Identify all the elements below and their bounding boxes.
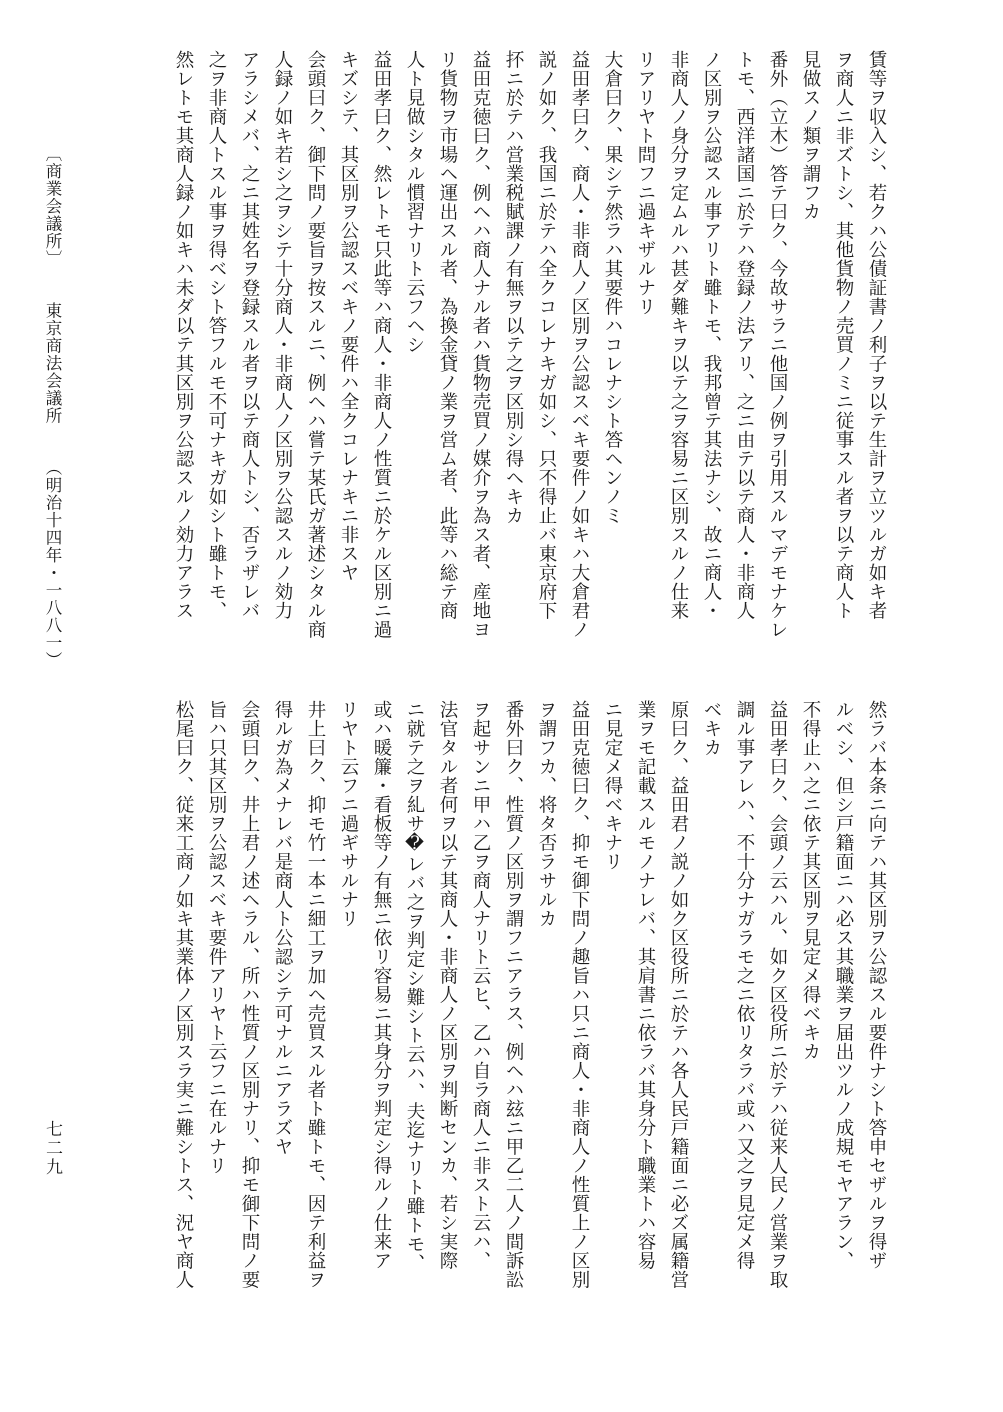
- text-line: キズシテ、其区別ヲ公認スベキノ要件ハ全クコレナキニ非スヤ: [338, 50, 359, 582]
- text-line: 人ト見做シタル慣習ナリト云フヘシ: [404, 50, 425, 354]
- text-line: リヤト云フニ過ギサルナリ: [338, 700, 359, 928]
- text-line: 益田孝曰ク、会頭ノ云ハル、如ク区役所ニ於テハ従来人民ノ営業ヲ取: [767, 700, 788, 1289]
- text-line: 説ノ如ク、我国ニ於テハ全クコレナキガ如シ、只不得止バ東京府下: [536, 50, 557, 620]
- text-line: 会頭曰ク、御下問ノ要旨ヲ按スルニ、例ヘハ嘗テ某氏ガ著述シタル商: [305, 50, 326, 639]
- running-footer: [40, 145, 64, 669]
- text-line: リ貨物ヲ市場ヘ運出スル者、為換金貸ノ業ヲ営ム者、此等ハ総テ商: [437, 50, 458, 620]
- text-line: 不得止ハ之ニ依テ其区別ヲ見定メ得ベキカ: [800, 700, 821, 1061]
- text-line: 見做スノ類ヲ謂フカ: [800, 50, 821, 221]
- text-line: 旨ハ只其区別ヲ公認スベキ要件アリヤト云フニ在ルナリ: [206, 700, 227, 1175]
- text-line: 或ハ暖簾・看板等ノ有無ニ依リ容易ニ其身分ヲ判定シ得ルノ仕来ア: [371, 700, 392, 1270]
- text-line: 之ヲ非商人トスル事ヲ得ベシト答フルモ不可ナキガ如シト雖トモ、: [206, 50, 227, 620]
- text-line: ニ就テ之ヲ糺サ�レバ之ヲ判定シ難シト云ハ、夫迄ナリト雖トモ、: [404, 700, 425, 1273]
- text-line: 原曰ク、益田君ノ説ノ如ク区役所ニ於テハ各人民戸籍面ニ必ズ属籍営: [668, 700, 689, 1289]
- text-line: 会頭曰ク、井上君ノ述ヘラル、所ハ性質ノ区別ナリ、抑モ御下問ノ要: [239, 700, 260, 1289]
- text-line: トモ、西洋諸国ニ於テハ登録ノ法アリ、之ニ由テ以テ商人・非商人: [734, 50, 755, 620]
- text-line: 大倉曰ク、果シテ然ラハ其要件ハコレナシト答ヘンノミ: [602, 50, 623, 525]
- text-line: 井上曰ク、抑モ竹一本ニ細工ヲ加ヘ売買スル者ト雖トモ、因テ利益ヲ: [305, 700, 326, 1289]
- text-line: 益田克徳曰ク、例ヘハ商人ナル者ハ貨物売買ノ媒介ヲ為ス者、産地ヨ: [470, 50, 491, 639]
- text-line: 益田孝曰ク、然レトモ只此等ハ商人・非商人ノ性質ニ於ケル区別ニ過: [371, 50, 392, 639]
- text-line: ヲ起サンニ甲ハ乙ヲ商人ナリト云ヒ、乙ハ自ラ商人ニ非スト云ハ、: [470, 700, 491, 1270]
- text-line: ベキカ: [701, 700, 722, 757]
- footer-period: （明治十四年・一八八一）: [43, 459, 62, 669]
- text-line: 松尾曰ク、従来工商ノ如キ其業体ノ区別スラ実ニ難シトス、況ヤ商人: [173, 700, 194, 1289]
- text-line: 番外（立木）答テ曰ク、今故サラニ他国ノ例ヲ引用スルマデモナケレ: [767, 50, 788, 639]
- text-line: ヲ謂フカ、将タ否ラサルカ: [536, 700, 557, 928]
- text-line: ルベシ、但シ戸籍面ニハ必ス其職業ヲ届出ツルノ成規モヤアラン、: [833, 700, 854, 1270]
- upper-text-block: [93, 50, 893, 639]
- lower-text-block: [93, 700, 893, 1300]
- text-line: 然ラバ本条ニ向テハ其区別ヲ公認スル要件ナシト答申セザルヲ得ザ: [866, 700, 887, 1270]
- text-line: 賃等ヲ収入シ、若クハ公債証書ノ利子ヲ以テ生計ヲ立ツルガ如キ者: [866, 50, 887, 620]
- text-line: ニ見定メ得ベキナリ: [602, 700, 623, 871]
- text-line: 業ヲモ記載スルモノナレバ、其肩書ニ依ラバ其身分ト職業トハ容易: [635, 700, 656, 1270]
- text-line: 然レトモ其商人録ノ如キハ未ダ以テ其区別ヲ公認スルノ効力アラス: [173, 50, 194, 620]
- text-line: 得ルガ為メナレバ是商人ト公認シテ可ナルニアラズヤ: [272, 700, 293, 1156]
- footer-publisher: 東京商法会議所: [43, 302, 62, 425]
- footer-series: 〔商業会議所〕: [43, 145, 62, 268]
- text-line: ヲ商人ニ非ズトシ、其他貨物ノ売買ノミニ従事スル者ヲ以テ商人ト: [833, 50, 854, 620]
- text-line: 法官タル者何ヲ以テ其商人・非商人ノ区別ヲ判断センカ、若シ実際: [437, 700, 458, 1270]
- text-line: 益田孝曰ク、商人・非商人ノ区別ヲ公認スベキ要件ノ如キハ大倉君ノ: [569, 50, 590, 639]
- text-line: アラシメバ、之ニ其姓名ヲ登録スル者ヲ以テ商人トシ、否ラザレバ: [239, 50, 260, 620]
- text-line: 非商人ノ身分ヲ定ムルハ甚ダ難キヲ以テ之ヲ容易ニ区別スルノ仕来: [668, 50, 689, 620]
- text-line: 人録ノ如キ若シ之ヲシテ十分商人・非商人ノ区別ヲ公認スルノ効力: [272, 50, 293, 620]
- text-line: 益田克徳曰ク、抑モ御下問ノ趣旨ハ只ニ商人・非商人ノ性質上ノ区別: [569, 700, 590, 1289]
- page-number: 七二九: [42, 1120, 62, 1177]
- text-line: 番外曰ク、性質ノ区別ヲ謂フニアラス、例ヘハ玆ニ甲乙二人ノ間訴訟: [503, 700, 524, 1289]
- text-line: 調ル事アレハ、不十分ナガラモ之ニ依リタラバ或ハ又之ヲ見定メ得: [734, 700, 755, 1270]
- text-line: ノ区別ヲ公認スル事アリト雖トモ、我邦曾テ其法ナシ、故ニ商人・: [701, 50, 722, 620]
- text-line: 抔ニ於テハ営業税賦課ノ有無ヲ以テ之ヲ区別シ得ヘキカ: [503, 50, 524, 525]
- text-line: リアリヤト問フニ過キザルナリ: [635, 50, 656, 316]
